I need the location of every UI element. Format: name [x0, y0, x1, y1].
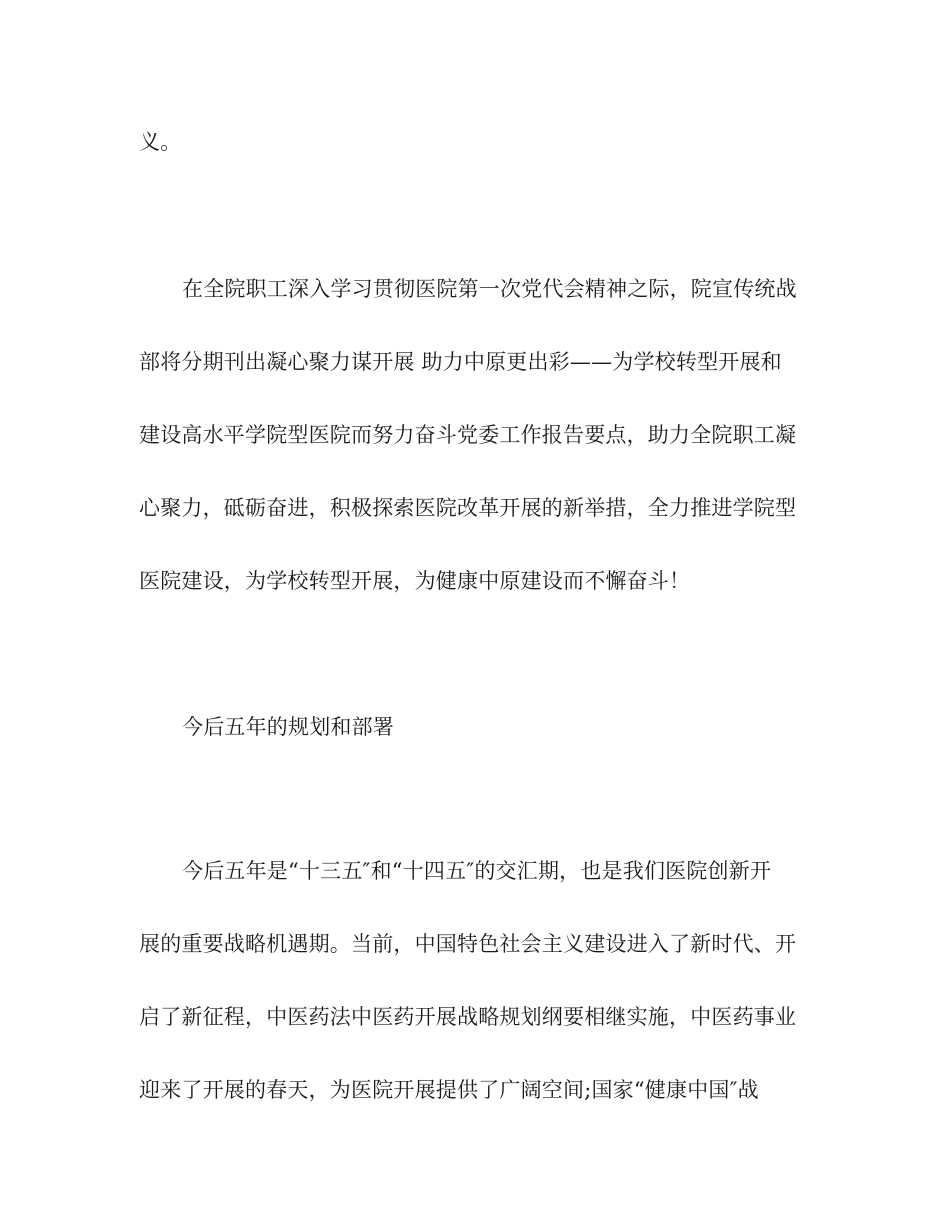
- paragraph-line: 展的重要战略机遇期。当前，中国特色社会主义建设进入了新时代、开: [139, 932, 797, 956]
- paragraph-line: 迎来了开展的春天，为医院开展提供了广阔空间;国家“健康中国″战: [139, 1078, 759, 1102]
- paragraph-line: 今后五年是“十三五″和“十四五″的交汇期，也是我们医院创新开: [182, 859, 772, 883]
- text-line: 义。: [139, 130, 182, 154]
- paragraph-line: 部将分期刊出凝心聚力谋开展 助力中原更出彩——为学校转型开展和: [139, 350, 782, 374]
- section-heading: 今后五年的规划和部署: [182, 715, 394, 739]
- paragraph-line: 建设高水平学院型医院而努力奋斗党委工作报告要点，助力全院职工凝: [139, 423, 797, 447]
- paragraph-line: 启了新征程，中医药法中医药开展战略规划纲要相继实施，中医药事业: [139, 1005, 797, 1029]
- paragraph-line: 医院建设，为学校转型开展，为健康中原建设而不懈奋斗！: [139, 569, 691, 593]
- paragraph-line: 心聚力，砥砺奋进，积极探索医院改革开展的新举措，全力推进学院型: [139, 496, 797, 520]
- paragraph-line: 在全院职工深入学习贯彻医院第一次党代会精神之际，院宣传统战: [182, 277, 797, 301]
